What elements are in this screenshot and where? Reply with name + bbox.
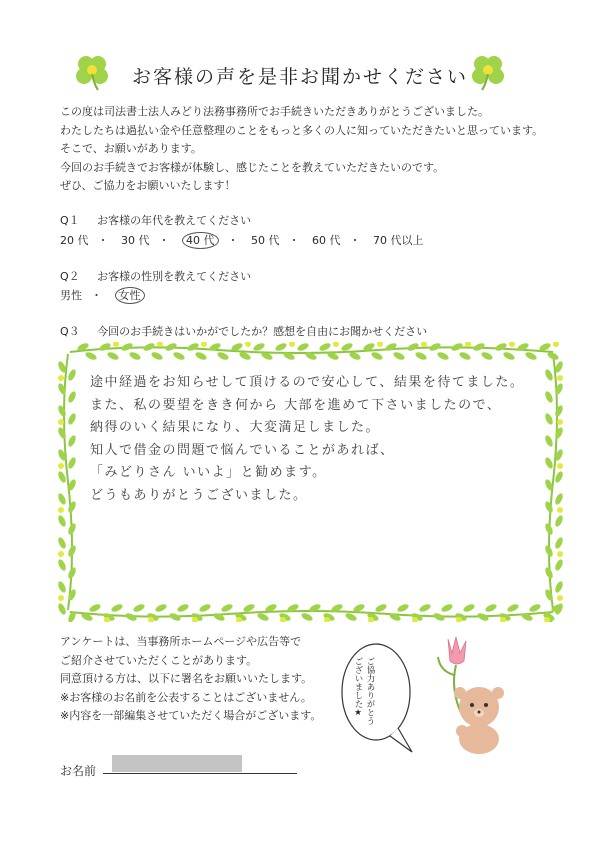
vine-dot (557, 595, 563, 601)
vine-leaf (544, 566, 555, 579)
q1-heading (60, 212, 251, 228)
vine-dot (557, 551, 563, 557)
vine-leaf (274, 342, 287, 352)
vine-leaf (186, 342, 199, 352)
vine-dot (245, 342, 251, 347)
vine-dot (421, 342, 427, 347)
vine-leaf (544, 500, 555, 513)
vine-leaf (58, 426, 67, 439)
q2-option: 男性 (60, 289, 82, 302)
intro-line: わたしたちは過払い金や任意整理のことをもっと多くの人に知っていただきたいと思っています。 (60, 123, 544, 137)
intro-text (60, 103, 580, 196)
vine-leaf (544, 434, 555, 447)
vine-leaf (67, 368, 78, 381)
q3-label: Q３ (60, 325, 80, 338)
vine-leaf (484, 603, 497, 614)
vine-leaf (344, 612, 357, 622)
vine-leaf (216, 351, 229, 362)
vine-leaf (414, 351, 427, 362)
q2-option-selected: 女性 (115, 287, 145, 304)
vine-leaf (494, 342, 507, 352)
vine-leaf (106, 351, 119, 362)
vine-dot (377, 342, 383, 347)
vine-leaf (480, 351, 493, 362)
vine-leaf (506, 603, 519, 614)
vine-leaf (67, 434, 78, 447)
vine-leaf (164, 342, 177, 352)
bubble-line: ご協力ありがとう (365, 657, 375, 725)
vine-leaf (110, 603, 123, 614)
q3-answer (90, 372, 524, 507)
vine-leaf (128, 351, 141, 362)
vine-leaf (436, 351, 449, 362)
vine-leaf (194, 351, 207, 362)
vine-leaf (450, 342, 463, 352)
vine-leaf (67, 412, 78, 425)
vine-leaf (67, 566, 78, 579)
bear-with-tulip-icon (430, 635, 520, 755)
intro-line: ぜひ、ご協力をお願いいたします！ (60, 179, 236, 192)
vine-leaf (150, 351, 163, 362)
vine-dot (465, 342, 471, 347)
answer-line: どうもありがとうございました。 (90, 487, 308, 503)
q1-label: Q１ (60, 214, 80, 227)
answer-line: 途中経過をお知らせして頂けるので安心して、結果を待てました。 (90, 375, 525, 390)
vine-leaf (67, 522, 78, 535)
page-title: お客様の声を是非お聞かせください (131, 66, 468, 88)
q1-options: 20 代 ・ 30 代 ・ 40 代 ・ 50 代 ・ 60 代 ・ 70 代以上 (60, 234, 424, 247)
q1-option-selected: 40 代 (182, 232, 219, 249)
intro-line: 今回のお手続きでお客様が体験し、感じたことを教えていただきたいのです。 (60, 160, 445, 174)
q1-option: 20 代 (60, 234, 89, 247)
vine-leaf (212, 612, 225, 622)
vine-leaf (396, 603, 409, 614)
answer-line: 納得のいく結果になり、大変満足しました。 (90, 420, 381, 435)
footer-line: ※内容を一部編集させていただく場合がございます。 (60, 709, 322, 722)
vine-leaf (300, 612, 313, 622)
vine-leaf (462, 603, 475, 614)
vine-leaf (296, 342, 309, 352)
answer-line: また、私の要望をきき何から 大部を進めて下さいましたので、 (90, 397, 502, 413)
q2-options: 男性 ・ 女性 (60, 287, 145, 303)
vine-dot (58, 507, 64, 513)
vine-leaf (142, 342, 155, 352)
vine-dot (58, 551, 64, 557)
vine-leaf (554, 580, 563, 593)
vine-leaf (67, 456, 78, 469)
vine-leaf (220, 603, 233, 614)
vine-dot (333, 342, 339, 347)
q2-heading (60, 268, 251, 284)
vine-leaf (58, 492, 67, 505)
vine-leaf (58, 514, 67, 527)
vine-leaf (384, 342, 397, 352)
q1-option: 70 代以上 (373, 234, 424, 247)
vine-dot (289, 342, 295, 347)
vine-leaf (544, 368, 555, 381)
vine-leaf (154, 603, 167, 614)
vine-dot (557, 507, 563, 513)
vine-leaf (132, 603, 145, 614)
vine-leaf (58, 404, 67, 417)
vine-leaf (428, 342, 441, 352)
vine-leaf (58, 558, 67, 571)
q2-label: Q２ (60, 270, 80, 283)
vine-leaf (88, 603, 101, 614)
vine-leaf (554, 426, 563, 439)
vine-leaf (528, 603, 541, 614)
vine-dot (58, 463, 64, 469)
footer-line: 同意頂ける方は、以下に署名をお願いいたします。 (60, 672, 313, 685)
q3-question: 今回のお手続きはいかがでしたか？感想を自由にお聞かせください (97, 325, 428, 338)
vine-leaf (168, 612, 181, 622)
vine-leaf (58, 602, 67, 615)
vine-leaf (544, 412, 555, 425)
speech-bubble (338, 640, 416, 758)
vine-leaf (544, 390, 555, 403)
vine-leaf (544, 544, 555, 557)
vine-leaf (172, 351, 185, 362)
vine-leaf (67, 390, 78, 403)
vine-leaf (252, 342, 265, 352)
q3-heading (60, 323, 427, 339)
q1-question: お客様の年代を教えてください (97, 214, 252, 227)
vine-dot (509, 342, 515, 347)
vine-leaf (502, 351, 515, 362)
vine-leaf (432, 612, 445, 622)
name-redaction (112, 755, 242, 772)
vine-leaf (476, 612, 489, 622)
vine-leaf (370, 351, 383, 362)
vine-dot (58, 595, 64, 601)
answer-line: 「みどりさん いいよ」と勧めます。 (90, 465, 327, 480)
name-label: お名前 (60, 764, 97, 778)
vine-leaf (554, 492, 563, 505)
vine-dot (58, 419, 64, 425)
vine-leaf (554, 514, 563, 527)
vine-leaf (124, 612, 137, 622)
vine-leaf (198, 603, 211, 614)
vine-leaf (67, 544, 78, 557)
bubble-line: ございました★ (353, 657, 363, 718)
q1-option: 30 代 (121, 234, 150, 247)
vine-leaf (256, 612, 269, 622)
answer-line: 知人で借金の問題で悩んでいることがあれば、 (90, 442, 395, 458)
vine-dot (557, 419, 563, 425)
vine-dot (557, 375, 563, 381)
vine-leaf (58, 580, 67, 593)
vine-dot (557, 463, 563, 469)
vine-leaf (392, 351, 405, 362)
q1-option: 50 代 (251, 234, 280, 247)
vine-leaf (418, 603, 431, 614)
footer-notes (60, 633, 321, 726)
vine-leaf (318, 342, 331, 352)
vine-leaf (374, 603, 387, 614)
vine-leaf (58, 470, 67, 483)
clover-icon (468, 52, 508, 92)
intro-line: そこで、お願いがあります。 (60, 142, 202, 155)
q2-question: お客様の性別を教えてください (97, 270, 252, 283)
vine-leaf (554, 558, 563, 571)
vine-leaf (544, 456, 555, 469)
vine-dot (113, 342, 119, 347)
vine-dot (201, 342, 207, 347)
q1-option: 60 代 (312, 234, 341, 247)
footer-line: アンケートは、当事務所ホームページや広告等で (60, 635, 302, 648)
vine-leaf (406, 342, 419, 352)
vine-leaf (176, 603, 189, 614)
vine-leaf (554, 470, 563, 483)
vine-leaf (524, 351, 537, 362)
footer-line: ご紹介させていただくことがあります。 (60, 653, 258, 667)
vine-dot (157, 342, 163, 347)
bubble-text (352, 657, 376, 743)
vine-dot (553, 342, 559, 347)
vine-leaf (458, 351, 471, 362)
vine-leaf (98, 342, 111, 352)
vine-dot (58, 375, 64, 381)
vine-leaf (67, 500, 78, 513)
intro-line: この度は司法書士法人みどり法務事務所でお手続きいただきありがとうございました。 (60, 105, 489, 118)
vine-leaf (554, 536, 563, 549)
vine-leaf (120, 342, 133, 352)
vine-leaf (554, 404, 563, 417)
vine-leaf (472, 342, 485, 352)
footer-line: ※お客様のお名前を公表することはございません。 (60, 690, 312, 704)
vine-leaf (544, 522, 555, 535)
vine-leaf (440, 603, 453, 614)
vine-leaf (84, 351, 97, 362)
vine-leaf (58, 536, 67, 549)
name-signature-line (103, 773, 297, 774)
